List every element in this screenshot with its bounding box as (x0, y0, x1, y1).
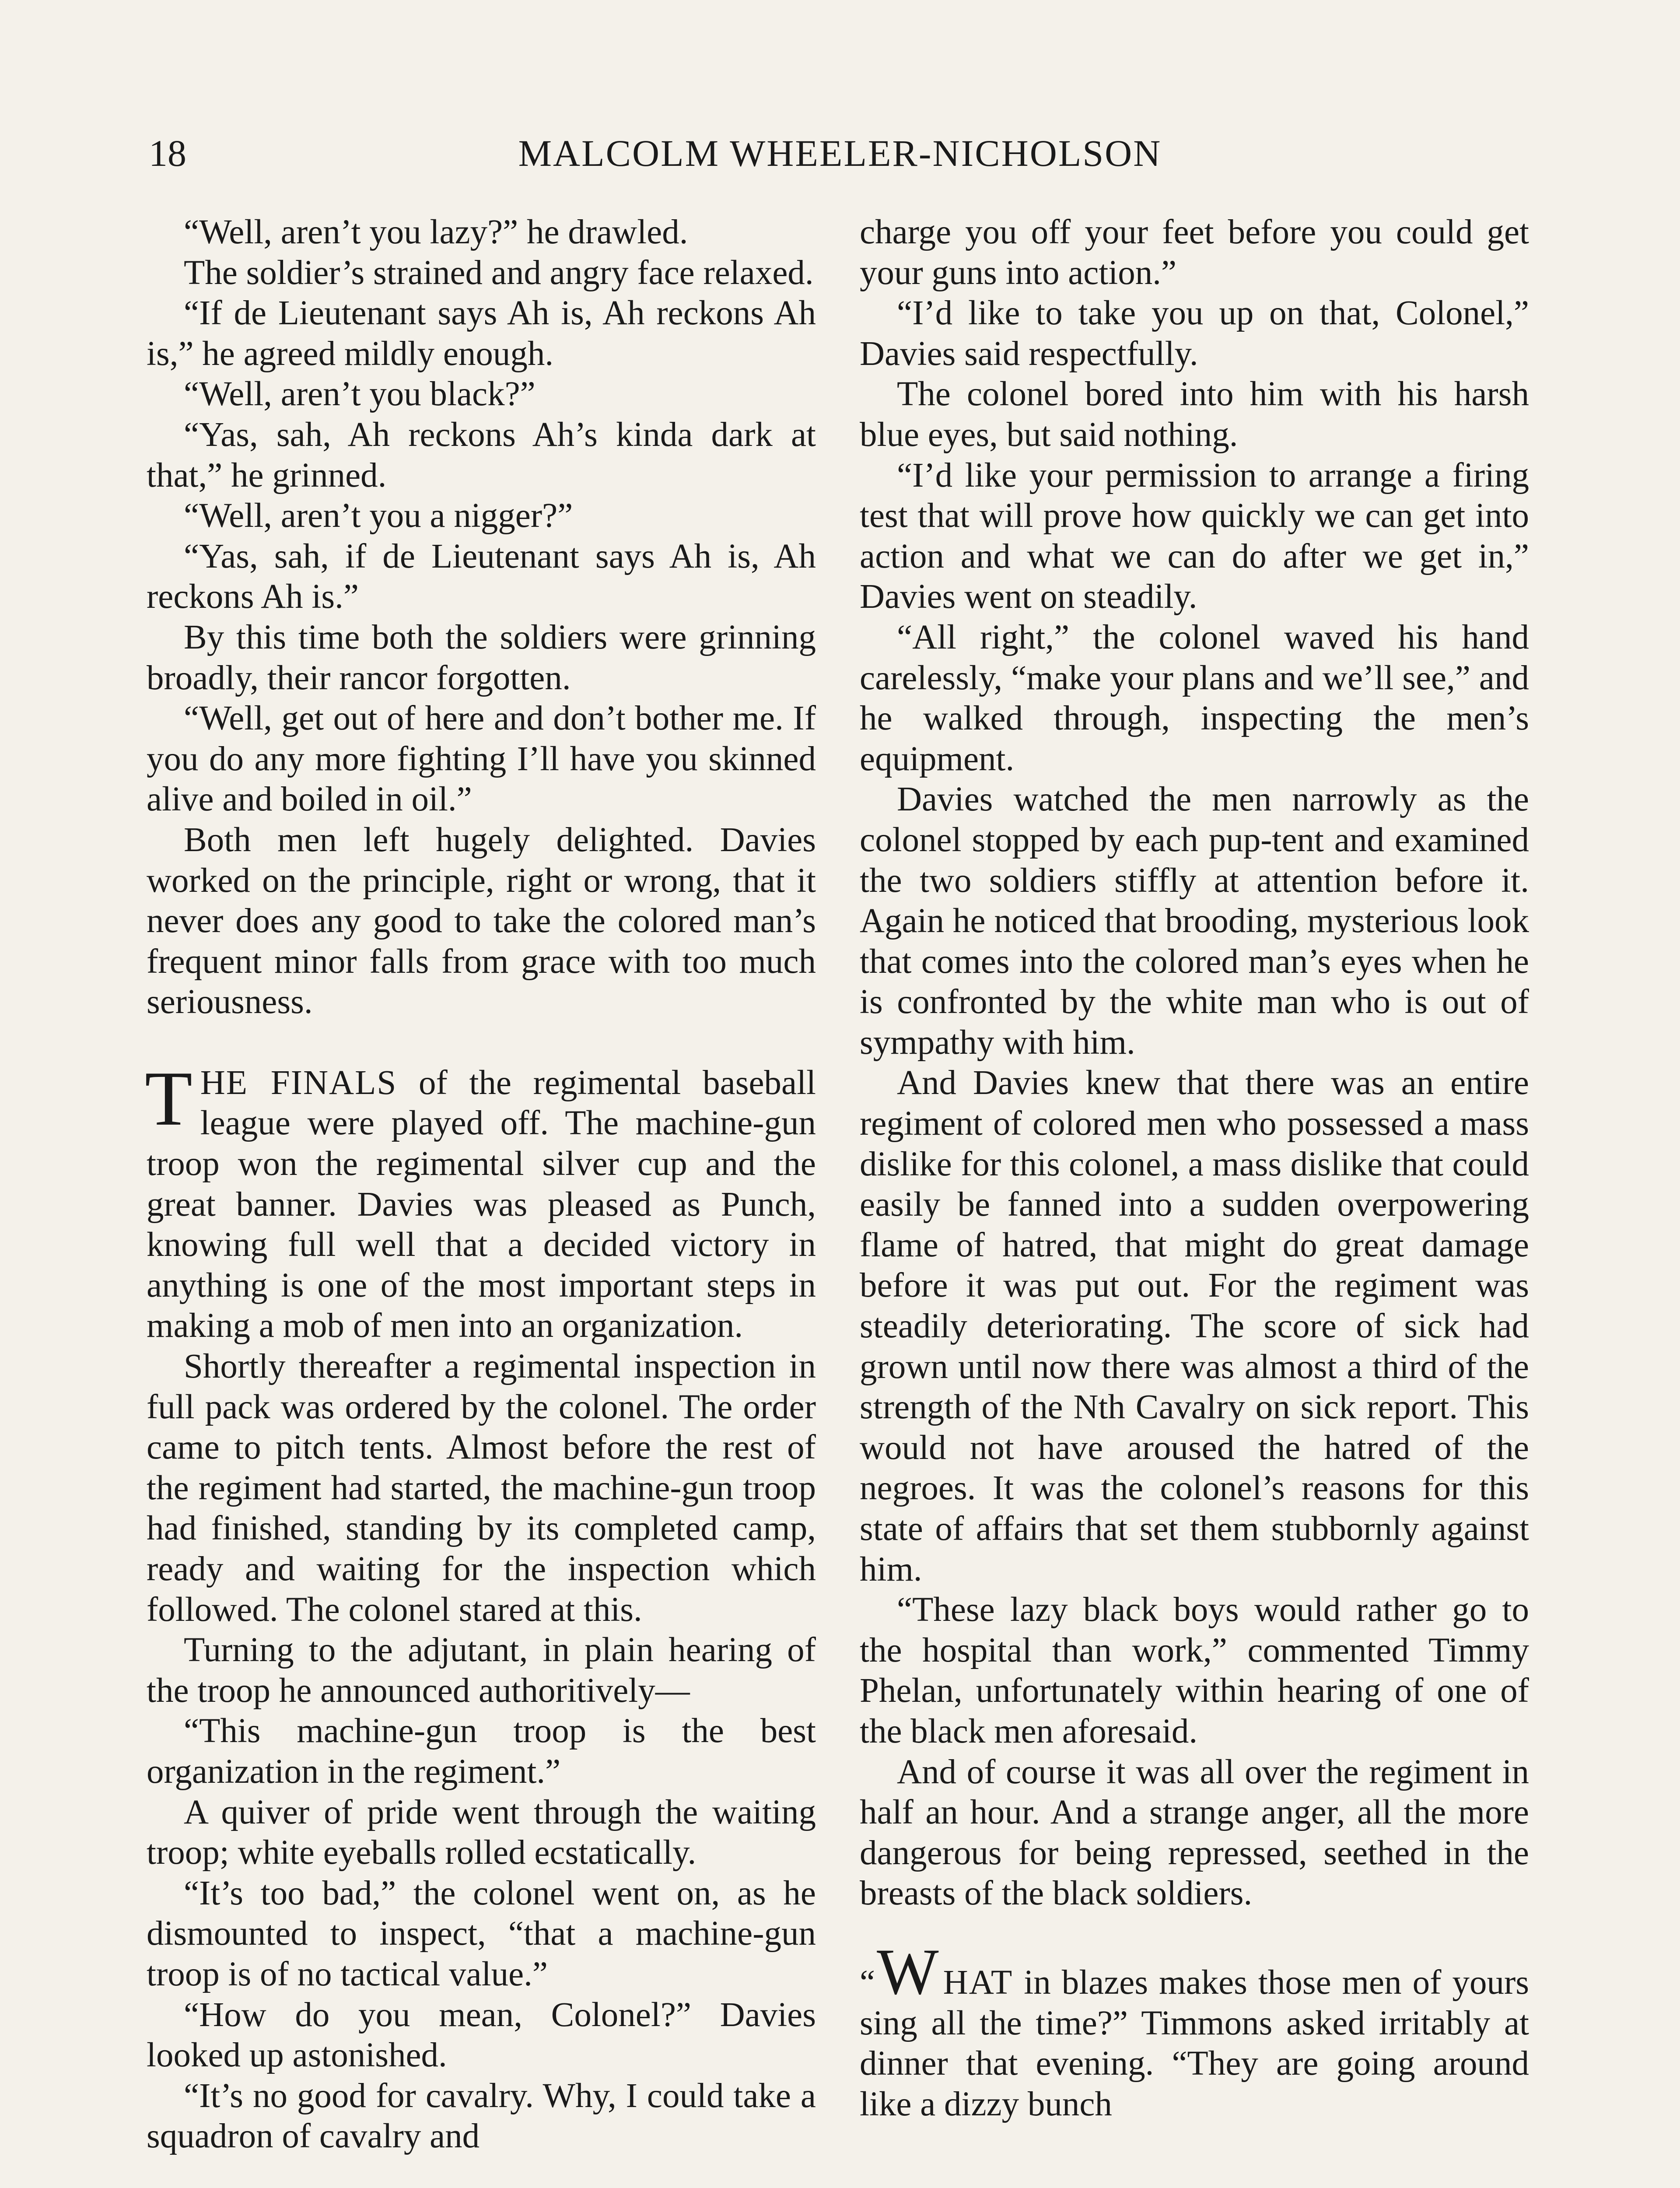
paragraph: “Well, aren’t you a nigger?” (184, 497, 573, 535)
section-opening-paragraph (145, 1055, 816, 1346)
drop-cap: W (877, 1935, 939, 2008)
left-column (147, 212, 816, 2157)
paragraph: The soldier’s strained and angry face relaxed. (184, 253, 814, 292)
paragraph: “Well, get out of here and don’t bother me. If you do any more fighting I’ll have you skinned alive and boiled in oil.” (147, 699, 816, 819)
section-text: in blazes makes those men of yours sing all the time?” Timmons asked irritably at dinner that evening. “They are going around like a dizzy bunch (860, 1963, 1529, 2123)
drop-cap: T (145, 1055, 192, 1142)
paragraph: Shortly thereafter a regimental inspection in full pack was ordered by the colonel. The order came to pitch tents. Almost before the rest of the regiment had started, the machine-gun troop had finished, standing by its completed camp, ready and waiting for the inspection which followed. The colonel stared at this. (147, 1347, 816, 1629)
paragraph: “Well, aren’t you lazy?” he drawled. (184, 213, 688, 251)
paragraph: By this time both the soldiers were grinning broadly, their rancor forgotten. (147, 618, 816, 697)
paragraph: “All right,” the colonel waved his hand carelessly, “make your plans and we’ll see,” and he walked through, inspecting the men’s equipment. (860, 618, 1529, 778)
paragraph: A quiver of pride went through the waiting troop; white eyeballs rolled ecstatically. (147, 1793, 816, 1872)
paragraph: “Yas, sah, if de Lieutenant says Ah is, Ah reckons Ah is.” (147, 537, 816, 616)
paragraph: The colonel bored into him with his harsh blue eyes, but said nothing. (860, 375, 1529, 454)
page-header (149, 127, 1531, 179)
paragraph: And of course it was all over the regiment in half an hour. And a strange anger, all the more dangerous for being repressed, seethed in the breasts of the black soldiers. (860, 1753, 1529, 1913)
paragraph: “It’s too bad,” the colonel went on, as he dismounted to inspect, “that a machine-gun troop is of no tactical value.” (147, 1874, 816, 1993)
running-head: MALCOLM WHEELER-NICHOLSON (518, 132, 1162, 174)
paragraph: “I’d like to take you up on that, Colonel,” Davies said respectfully. (860, 294, 1529, 373)
section-opening-paragraph (860, 1935, 1529, 2125)
paragraph: “Well, aren’t you black?” (184, 375, 536, 414)
page-number: 18 (149, 132, 186, 174)
paragraph: “Yas, sah, Ah reckons Ah’s kinda dark at that,” he grinned. (147, 415, 816, 494)
right-column (860, 212, 1529, 2125)
paragraph: Both men left hugely delighted. Davies worked on the principle, right or wrong, that it never does any good to take the colored man’s frequent minor falls from grace with too much seriousness. (147, 820, 816, 1021)
paragraph: “I’d like your permission to arrange a firing test that will prove how quickly we can get into action and what we can do after we get in,” Davies went on steadily. (860, 456, 1529, 616)
paragraph: And Davies knew that there was an entire regiment of colored men who possessed a mass dislike for this colonel, a mass dislike that could easily be fanned into a sudden overpowering flame of hatred, that might do great damage before it was put out. For the regiment was steadily deteriorating. The score of sick had grown until now there was almost a third of the strength of the Nth Cavalry on sick report. This would not have aroused the hatred of the negroes. It was the colonel’s reasons for this state of affairs that set them stubbornly against him. (860, 1064, 1529, 1588)
section-text: of the regimental baseball league were played off. The machine-gun troop won the regimental silver cup and the great banner. Davies was pleased as Punch, knowing full well that a decided victory in anything is one of the most important steps in making a mob of men into an organization. (147, 1063, 816, 1345)
paragraph: “If de Lieutenant says Ah is, Ah reckons Ah is,” he agreed mildly enough. (147, 294, 816, 373)
paragraph: “This machine-gun troop is the best organization in the regiment.” (147, 1712, 816, 1791)
paragraph: “How do you mean, Colonel?” Davies looked up astonished. (147, 1995, 816, 2075)
paragraph: Davies watched the men narrowly as the colonel stopped by each pup-tent and examined the two soldiers stiffly at attention before it. Again he noticed that brooding, mysterious look that comes into the colored man’s eyes when he is confronted by the white man who is out of sympathy with him. (860, 780, 1529, 1062)
paragraph: Turning to the adjutant, in plain hearing of the troop he announced authoritively— (147, 1631, 816, 1710)
paragraph: “It’s no good for cavalry. Why, I could take a squadron of cavalry and (147, 2076, 816, 2156)
section-lead-words: HE FINALS (200, 1063, 397, 1102)
continued-paragraph: charge you off your feet before you could get your guns into action.” (860, 213, 1529, 292)
paragraph: “These lazy black boys would rather go to the hospital than work,” commented Timmy Phelan, unfortunately within hearing of one of the black men aforesaid. (860, 1591, 1529, 1750)
section-lead-words: HAT (943, 1963, 1013, 2002)
open-quote: “ (860, 1963, 875, 2002)
